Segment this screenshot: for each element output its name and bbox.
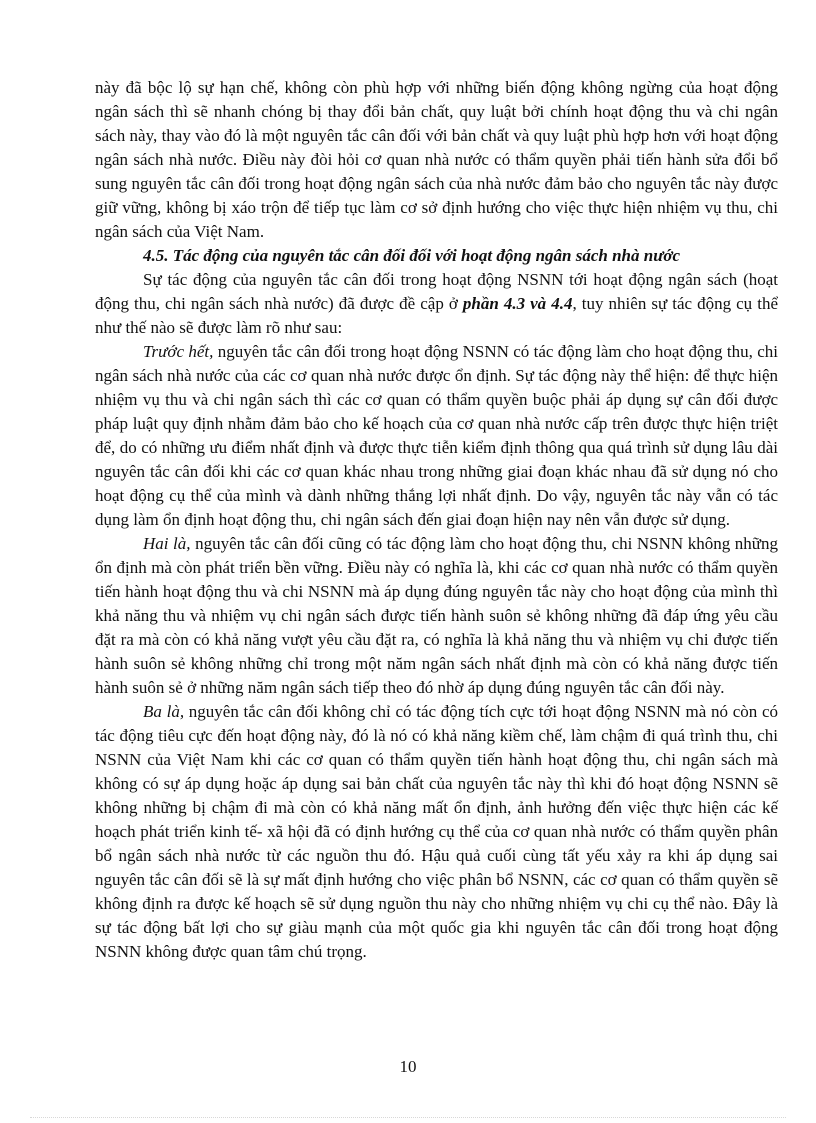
second-lead: Hai là, xyxy=(143,534,191,553)
paragraph-second xyxy=(95,532,778,700)
page-bottom-border xyxy=(30,1117,786,1118)
section-reference: phần 4.3 và 4.4 xyxy=(462,294,573,313)
first-text: nguyên tắc cân đối trong hoạt động NSNN có tác động làm cho hoạt động thu, chi ngân sách nhà nước của các cơ quan nhà nước được ổn định. Sự tác động này thể hiện: để thực hiện nhiệm vụ thu và chi ngân sách thì các cơ quan có thẩm quyền buộc phải áp dụng sự cân đối được pháp luật quy định nhằm đảm bảo cho kế hoạch của cơ quan nhà nước cấp trên được thực hiện triệt để, do có những ưu điểm nhất định và được thực tiễn kiểm định thông qua quá trình sử dụng lâu dài nguyên tắc cân đối khi các cơ quan khác nhau trong những giai đoạn khác nhau đã sử dụng nó cho hoạt động cụ thể của mình và dành những thắng lợi nhất định. Do vậy, nguyên tắc này vẫn có tác dụng làm ổn định hoạt động thu, chi ngân sách đến giai đoạn hiện nay nên vẫn được sử dụng. xyxy=(95,342,778,529)
paragraph-overview xyxy=(95,268,778,340)
third-lead: Ba là, xyxy=(143,702,185,721)
third-text: nguyên tắc cân đối không chỉ có tác động tích cực tới hoạt động NSNN mà nó còn có tác động tiêu cực đến hoạt động này, đó là nó có khả năng kiềm chế, làm chậm đi quá trình thu, chi NSNN của Việt Nam khi các cơ quan có thẩm quyền tiến hành hoạt động thu, chi ngân sách mà không có sự áp dụng hoặc áp dụng sai bản chất của nguyên tắc này thì khi đó hoạt động NSNN sẽ không những bị chậm đi mà còn có khả năng mất ổn định, ảnh hưởng đến việc thực hiện các kế hoạch phát triển kinh tế- xã hội đã có định hướng cụ thể của cơ quan nhà nước có thẩm quyền phân bổ ngân sách nhà nước từ các nguồn thu đó. Hậu quả cuối cùng tất yếu xảy ra khi áp dụng sai nguyên tắc cân đối sẽ là sự mất định hướng cho việc phân bổ NSNN, các cơ quan có thẩm quyền sẽ không định ra được kế hoạch sẽ sử dụng nguồn thu này cho những nhiệm vụ chi cụ thể nào. Đây là sự tác động bất lợi cho sự giàu mạnh của một quốc gia khi nguyên tắc cân đối trong hoạt động NSNN không được quan tâm chú trọng. xyxy=(95,702,779,961)
body-text xyxy=(95,76,778,964)
overview-text-before: Sự tác động của nguyên tắc cân đối trong hoạt động NSNN tới hoạt động ngân sách (hoạt động thu, chi ngân sách nhà nước) đã được đề cập ở xyxy=(95,270,778,313)
paragraph-intro: này đã bộc lộ sự hạn chế, không còn phù hợp với những biến động không ngừng của hoạt động ngân sách thì sẽ nhanh chóng bị thay đổi bản chất, quy luật bởi chính hoạt động thu và chi ngân sách này, thay vào đó là một nguyên tắc cân đối với bản chất và quy luật phù hợp hơn với hoạt động ngân sách nhà nước. Điều này đòi hỏi cơ quan nhà nước có thẩm quyền phải tiến hành sửa đổi bổ sung nguyên tắc cân đối trong hoạt động ngân sách của nhà nước đảm bảo cho nguyên tắc này được giữ vững, không bị xáo trộn để tiếp tục làm cơ sở định hướng cho việc thực hiện nhiệm vụ thu, chi ngân sách của Việt Nam. xyxy=(95,78,778,241)
first-lead: Trước hết, xyxy=(143,342,214,361)
section-heading: 4.5. Tác động của nguyên tắc cân đối đối với hoạt động ngân sách nhà nước xyxy=(143,246,681,265)
page-number: 10 xyxy=(399,1057,417,1076)
overview-text-after: , tuy nhiên sự tác động cụ thể như thế nào sẽ được làm rõ như sau: xyxy=(95,294,778,337)
paragraph-third xyxy=(95,700,778,964)
paragraph-first xyxy=(95,340,778,532)
second-text: nguyên tắc cân đối cũng có tác động làm cho hoạt động thu, chi NSNN không những ổn định mà còn phát triển bền vững. Điều này có nghĩa là, khi các cơ quan nhà nước có thẩm quyền tiến hành hoạt động thu và chi NSNN mà áp dụng đúng nguyên tắc này cho hoạt động của mình thì khả năng thu và nhiệm vụ chi ngân sách được tiến hành suôn sẻ không những đã đáp ứng yêu cầu đặt ra mà còn có khả năng vượt yêu cầu đặt ra, có nghĩa là khả năng thu và nhiệm vụ chi được tiến hành suôn sẻ không những chỉ trong một năm ngân sách nhất định mà còn có khả năng được tiến hành suôn sẻ ở những năm ngân sách tiếp theo đó nhờ áp dụng đúng nguyên tắc cân đối này. xyxy=(95,534,778,697)
